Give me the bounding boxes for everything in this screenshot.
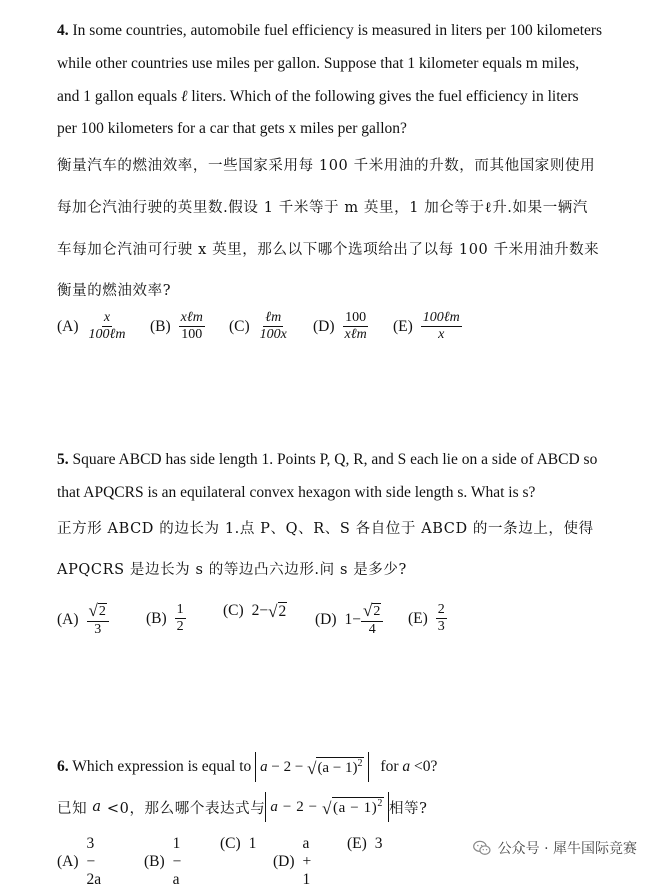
fraction bbox=[87, 602, 109, 638]
fraction bbox=[436, 602, 447, 635]
q6-zh-var: a bbox=[92, 799, 102, 815]
abs-expression bbox=[265, 792, 389, 822]
q4-text-line-2: while other countries use miles per gallon. Suppose that 1 kilometer equals m miles, bbox=[57, 55, 580, 72]
choice-label: (C) bbox=[220, 835, 241, 852]
q6-choice-c[interactable] bbox=[220, 835, 256, 853]
q4-text-line-1 bbox=[57, 22, 602, 40]
radicand bbox=[332, 797, 384, 817]
q4-number: 4. bbox=[57, 22, 69, 39]
denominator: 100x bbox=[259, 327, 287, 343]
numerator: xℓm bbox=[179, 310, 205, 327]
numerator: 2 bbox=[436, 602, 447, 619]
radical-sign: √ bbox=[88, 601, 98, 620]
expression-text: 2− bbox=[251, 602, 269, 620]
q6-number: 6. bbox=[57, 758, 69, 775]
watermark-text: 公众号 · 犀牛国际竞赛 bbox=[497, 841, 637, 857]
q6-zh-c: 相等? bbox=[388, 800, 428, 817]
choice-value: 3 bbox=[374, 835, 383, 852]
denominator: 2 bbox=[176, 619, 184, 635]
q4-choice-a[interactable] bbox=[57, 310, 127, 343]
wechat-icon bbox=[472, 838, 492, 858]
denominator: 100ℓm bbox=[88, 327, 126, 343]
fraction bbox=[179, 310, 205, 343]
exponent: 2 bbox=[377, 798, 383, 810]
numerator bbox=[361, 602, 383, 622]
q6-en-c: <0? bbox=[410, 758, 438, 775]
denominator: 100 bbox=[181, 327, 203, 343]
choice-label: (D) bbox=[313, 317, 335, 335]
q5-zh-line-2: APQCRS 是边长为 s 的等边凸六边形.问 s 是多少? bbox=[57, 562, 407, 578]
radical-sign: √ bbox=[307, 758, 317, 778]
radical-sign: √ bbox=[363, 601, 373, 620]
denominator: x bbox=[438, 327, 445, 343]
q5-zh-line-1: 正方形 ABCD 的边长为 1.点 P、Q、R、S 各自位于 ABCD 的一条边上，使得 bbox=[57, 521, 594, 537]
numerator: 100ℓm bbox=[421, 310, 462, 327]
choice-label: (D) bbox=[273, 853, 295, 870]
numerator bbox=[87, 602, 109, 622]
q4-en-1: In some countries, automobile fuel efficiency is measured in liters per 100 kilometers bbox=[68, 22, 603, 39]
q4-text-line-4: per 100 kilometers for a car that gets x miles per gallon? bbox=[57, 120, 407, 137]
q5-choice-b[interactable] bbox=[146, 602, 186, 635]
numerator: ℓm bbox=[263, 310, 283, 327]
q6-choice-b[interactable] bbox=[144, 835, 181, 889]
radicand: 2 bbox=[278, 603, 287, 620]
choice-label: (E) bbox=[408, 609, 428, 627]
q4-zh-line-4: 衡量的燃油效率? bbox=[57, 283, 172, 299]
sqrt bbox=[363, 602, 381, 619]
q6-zh-a: 已知 bbox=[57, 800, 93, 817]
q4-choice-e[interactable] bbox=[393, 310, 462, 343]
numerator: x bbox=[102, 310, 112, 327]
denominator: xℓm bbox=[344, 327, 367, 343]
q4-choice-c[interactable] bbox=[229, 310, 289, 343]
sqrt bbox=[89, 602, 107, 619]
choice-label: (B) bbox=[150, 317, 171, 335]
q5-choice-d[interactable] bbox=[315, 602, 383, 638]
q4-zh-line-1: 衡量汽车的燃油效率，一些国家采用每 100 千米用油的升数，而其他国家则使用 bbox=[57, 158, 596, 174]
choice-label: (E) bbox=[347, 835, 367, 852]
q5-choice-e[interactable] bbox=[408, 602, 447, 635]
q4-zh-line-2: 每加仑汽油行驶的英里数.假设 1 千米等于 m 英里，1 加仑等于ℓ升.如果一辆汽 bbox=[57, 200, 589, 216]
choice-label: (B) bbox=[146, 609, 167, 627]
choice-label: (A) bbox=[57, 853, 79, 870]
choice-value: a + 1 bbox=[302, 835, 312, 888]
fraction bbox=[421, 310, 462, 343]
watermark bbox=[472, 838, 637, 858]
q5-choice-a[interactable] bbox=[57, 602, 109, 638]
exponent: 2 bbox=[357, 758, 363, 770]
q4-text-line-3 bbox=[57, 88, 579, 106]
q5-text-line-1 bbox=[57, 451, 597, 469]
fraction bbox=[343, 310, 369, 343]
choice-label: (E) bbox=[393, 317, 413, 335]
q6-choice-e[interactable] bbox=[347, 835, 383, 853]
radicand-text: (a − 1) bbox=[333, 800, 378, 817]
fraction bbox=[175, 602, 186, 635]
expr-var: a bbox=[270, 798, 279, 815]
fraction bbox=[361, 602, 383, 638]
q6-en-b: for bbox=[376, 758, 403, 775]
q4-ell-symbol: ℓ bbox=[180, 88, 188, 105]
q6-var: a bbox=[402, 758, 411, 775]
choice-label: (C) bbox=[223, 602, 244, 620]
numerator: 1 bbox=[175, 602, 186, 619]
sqrt bbox=[322, 797, 384, 817]
radicand: 2 bbox=[373, 603, 381, 619]
q6-text-line-1 bbox=[57, 752, 437, 782]
denominator: 4 bbox=[368, 622, 376, 638]
q4-choice-d[interactable] bbox=[313, 310, 369, 343]
q6-zh-line bbox=[57, 792, 428, 822]
q6-choice-a[interactable] bbox=[57, 835, 101, 889]
radicand bbox=[316, 757, 363, 777]
radical-sign: √ bbox=[322, 798, 333, 818]
denominator: 3 bbox=[437, 619, 445, 635]
q6-en-a: Which expression is equal to bbox=[68, 758, 256, 775]
expr-minus: − 2 − bbox=[278, 798, 323, 815]
choice-value: 1 − a bbox=[172, 835, 182, 888]
choice-value: 3 − 2a bbox=[86, 835, 102, 888]
q5-choice-c[interactable] bbox=[223, 602, 287, 620]
choice-label: (D) bbox=[315, 611, 337, 629]
q4-en-3a: and 1 gallon equals bbox=[57, 88, 181, 105]
sqrt bbox=[268, 602, 287, 620]
q4-choice-b[interactable] bbox=[150, 310, 205, 343]
choice-value: 1 bbox=[248, 835, 257, 852]
radical-sign: √ bbox=[268, 602, 278, 622]
choice-label: (C) bbox=[229, 317, 250, 335]
q5-number: 5. bbox=[57, 451, 69, 468]
choice-label: (A) bbox=[57, 611, 79, 629]
choice-label: (B) bbox=[144, 853, 165, 870]
expr-minus: − 2 − bbox=[267, 758, 308, 775]
fraction bbox=[87, 310, 128, 343]
q4-zh-line-3: 车每加仑汽油可行驶 x 英里，那么以下哪个选项给出了以每 100 千米用油升数来 bbox=[57, 242, 600, 258]
numerator: 100 bbox=[343, 310, 368, 327]
q5-text-line-2: that APQCRS is an equilateral convex hexagon with side length s. What is s? bbox=[57, 484, 536, 501]
radicand: 2 bbox=[98, 603, 106, 619]
abs-expression bbox=[255, 752, 368, 782]
q6-zh-b: <0，那么哪个表达式与 bbox=[101, 800, 266, 817]
q5-en-1: Square ABCD has side length 1. Points P, Q, R, and S each lie on a side of ABCD so bbox=[68, 451, 598, 468]
radicand-text: (a − 1) bbox=[317, 760, 358, 777]
choice-label: (A) bbox=[57, 317, 79, 335]
sqrt bbox=[307, 757, 363, 777]
expr-var: a bbox=[260, 758, 268, 775]
q4-en-3b: liters. Which of the following gives the fuel efficiency in liters bbox=[187, 88, 579, 105]
denominator: 3 bbox=[94, 622, 102, 638]
expression-text: 1− bbox=[344, 611, 362, 629]
q6-choice-d[interactable] bbox=[273, 835, 311, 889]
fraction bbox=[258, 310, 289, 343]
